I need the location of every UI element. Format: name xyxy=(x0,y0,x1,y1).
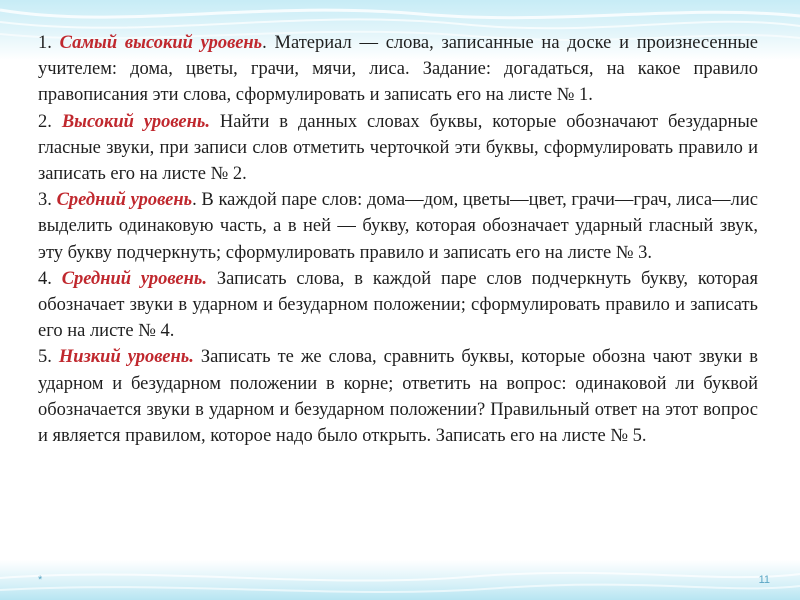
level-label: Низкий уровень. xyxy=(58,347,194,368)
item-number: 3. xyxy=(38,190,52,211)
bottom-wave-decoration xyxy=(0,560,800,600)
item-number: 5. xyxy=(38,347,52,368)
item-text: Записать те же слова, сравнить буквы, которые обозна чают звуки в ударном и безударном положении в корне; ответить на вопрос: одинаковой ли буквой обозначается звуки в ударном и безударном положении? Правильный ответ на этот вопрос и является правилом, которое надо было открыть. Записать его на листе № 5. xyxy=(38,347,759,447)
level-label: Высокий уровень. xyxy=(61,111,210,132)
item-text: Найти в данных словах буквы, которые обозначают безударные гласные звуки, при записи слов отметить черточкой эти буквы, сформулировать правило и записать его на листе № 2. xyxy=(38,111,759,185)
content-area xyxy=(38,30,758,449)
footer-marker: * xyxy=(38,574,43,586)
item-number: 1. xyxy=(38,33,52,53)
level-label: Средний уровень xyxy=(56,190,193,211)
list-item xyxy=(38,266,758,345)
list-item xyxy=(38,109,758,188)
item-text: . Материал — слова, записанные на доске и произнесенные учителем: дома, цветы, грачи, мячи, лиса. Задание: догадаться, на какое правило правописания эти слова, сформулировать и записать его на листе № 1. xyxy=(38,33,759,106)
level-label: Самый высокий уровень xyxy=(59,33,263,53)
list-item xyxy=(38,30,758,109)
item-number: 4. xyxy=(38,268,52,289)
slide-number: 11 xyxy=(758,574,770,586)
level-label: Средний уровень. xyxy=(61,268,207,289)
list-item xyxy=(38,344,758,449)
item-text: Записать слова, в каждой паре слов подчеркнуть букву, которая обозначает звуки в ударном и безударном положении; сформулировать правило и записать его на листе № 4. xyxy=(38,268,758,342)
list-item xyxy=(38,187,758,266)
item-text: . В каждой паре слов: дома—дом, цветы—цвет, грачи—грач, лиса—лис выделить одинаковую часть, а в ней — букву, которая обозначает ударный гласный звук, эту букву подчеркнуть; сформулировать правило и записать его на листе № 3. xyxy=(38,190,758,263)
item-number: 2. xyxy=(38,111,52,132)
